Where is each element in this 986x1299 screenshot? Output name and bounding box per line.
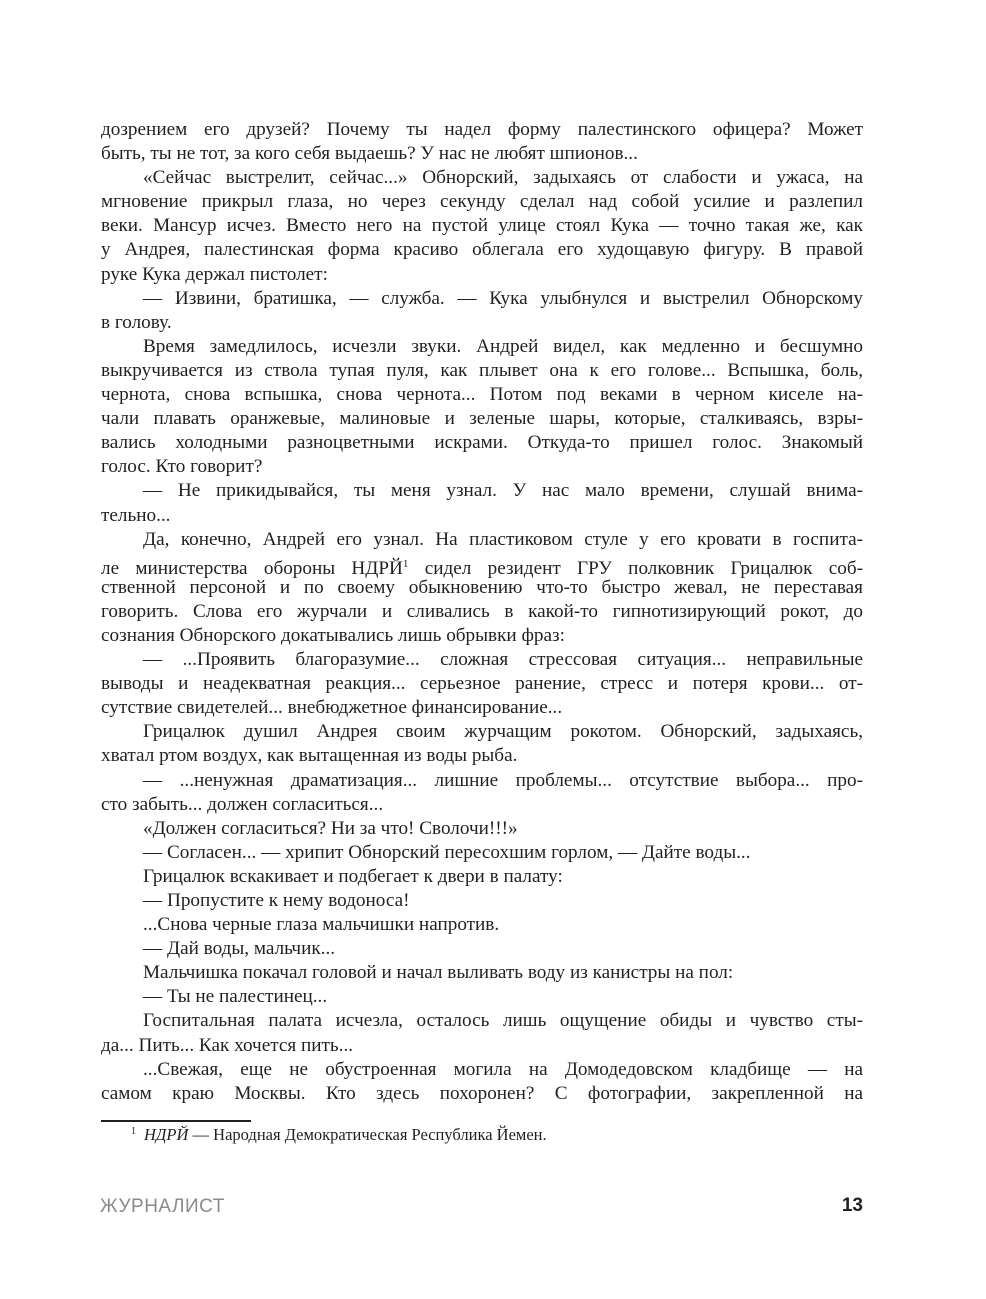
text-line: руке Кука держал пистолет: <box>101 263 328 285</box>
text-line: «Должен согласиться? Ни за что! Сволочи!!!» <box>143 817 518 839</box>
text-line: у Андрея, палестинская форма красиво облегала его худощавую фигуру. В правой <box>101 239 863 261</box>
text-line: да... Пить... Как хочется пить... <box>101 1034 354 1056</box>
footnote-divider <box>101 1120 251 1122</box>
text-line: чали плавать оранжевые, малиновые и зеленые шары, которые, сталкиваясь, взры- <box>101 408 863 430</box>
text-line: говорить. Слова его журчали и сливались в какой-то гипнотизирующий рокот, до <box>101 600 863 622</box>
text-line: сутствие свидетелей... внебюджетное финансирование... <box>101 697 563 719</box>
text-line: голос. Кто говорит? <box>101 456 263 478</box>
text-line: чернота, снова вспышка, снова чернота... Потом под веками в черном киселе на- <box>101 384 863 406</box>
text-line: выводы и неадекватная реакция... серьезное ранение, стресс и потеря крови... от- <box>101 673 863 695</box>
text-line: — ...Проявить благоразумие... сложная стрессовая ситуация... неправильные <box>143 649 863 671</box>
body-text <box>101 118 863 1106</box>
text-line: дозрением его друзей? Почему ты надел форму палестинского офицера? Может <box>101 119 863 140</box>
footnote-abbreviation: НДРЙ <box>144 1125 189 1144</box>
text-line: самом краю Москвы. Кто здесь похоронен? С фотографии, закрепленной на <box>101 1082 863 1104</box>
text-line: Мальчишка покачал головой и начал выливать воду из канистры на пол: <box>143 962 734 984</box>
text-line: выкручивается из ствола тупая пуля, как плывет она к его голове... Вспышка, боль, <box>101 359 863 381</box>
text-line: в голову. <box>101 311 172 333</box>
text-line: — Ты не палестинец... <box>143 986 328 1008</box>
text-line: веки. Мансур исчез. Вместо него на пустой улице стоял Кука — точно такая же, как <box>101 215 863 237</box>
text-line: ...Снова черные глаза мальчишки напротив. <box>143 914 500 936</box>
text-line: Да, конечно, Андрей его узнал. На пластиковом стуле у его кровати в госпита- <box>143 528 863 550</box>
text-line: сознания Обнорского докатывались лишь обрывки фраз: <box>101 624 565 646</box>
text-line: вались холодными разноцветными искрами. Откуда-то пришел голос. Знакомый <box>101 432 863 454</box>
text-line: хватал ртом воздух, как вытащенная из воды рыба. <box>101 745 518 767</box>
text-line: — Пропустите к нему водоноса! <box>143 890 410 911</box>
text-line: — ...ненужная драматизация... лишние проблемы... отсутствие выбора... про- <box>143 769 863 791</box>
text-line: ...Свежая, еще не обустроенная могила на Домодедовском кладбище — на <box>143 1058 863 1080</box>
footnote-number: 1 <box>131 1126 136 1137</box>
text-line: быть, ты не тот, за кого себя выдаешь? У нас не любят шпионов... <box>101 143 638 165</box>
footnote-text: — Народная Демократическая Республика Йемен. <box>188 1125 547 1144</box>
text-line: мгновение прикрыл глаза, но через секунду сделал над собой усилие и разлепил <box>101 191 863 213</box>
text-line: — Не прикидывайся, ты меня узнал. У нас мало времени, слушай внима- <box>143 480 863 502</box>
text-line: Госпитальная палата исчезла, осталось лишь ощущение обиды и чувство сты- <box>143 1010 863 1032</box>
text-line: «Сейчас выстрелит, сейчас...» Обнорский, задыхаясь от слабости и ужаса, на <box>143 167 863 189</box>
text-line: ственной персоной и по своему обыкновению что-то быстро жевал, не переставая <box>101 576 863 598</box>
text-line: Грицалюк вскакивает и подбегает к двери в палату: <box>143 865 563 887</box>
footnote <box>131 1125 547 1145</box>
text-line: тельно... <box>101 504 171 526</box>
text-line: — Извини, братишка, — служба. — Кука улыбнулся и выстрелил Обнорскому <box>143 287 863 309</box>
text-line: сто забыть... должен согласиться... <box>101 793 384 815</box>
text-line: Время замедлилось, исчезли звуки. Андрей видел, как медленно и бесшумно <box>143 335 863 357</box>
text-line: — Согласен... — хрипит Обнорский пересохшим горлом, — Дайте воды... <box>143 841 751 863</box>
text-line: Грицалюк душил Андрея своим журчащим рокотом. Обнорский, задыхаясь, <box>143 721 863 743</box>
running-title: ЖУРНАЛИСТ <box>100 1196 225 1217</box>
text-line: ле министерства обороны НДРЙ$^1$ сидел резидент ГРУ полковник Грицалюк соб- <box>101 557 863 579</box>
footnote-reference[interactable]: 1 <box>402 557 409 570</box>
text-line: — Дай воды, мальчик... <box>143 938 336 960</box>
page-number: 13 <box>841 1195 863 1216</box>
